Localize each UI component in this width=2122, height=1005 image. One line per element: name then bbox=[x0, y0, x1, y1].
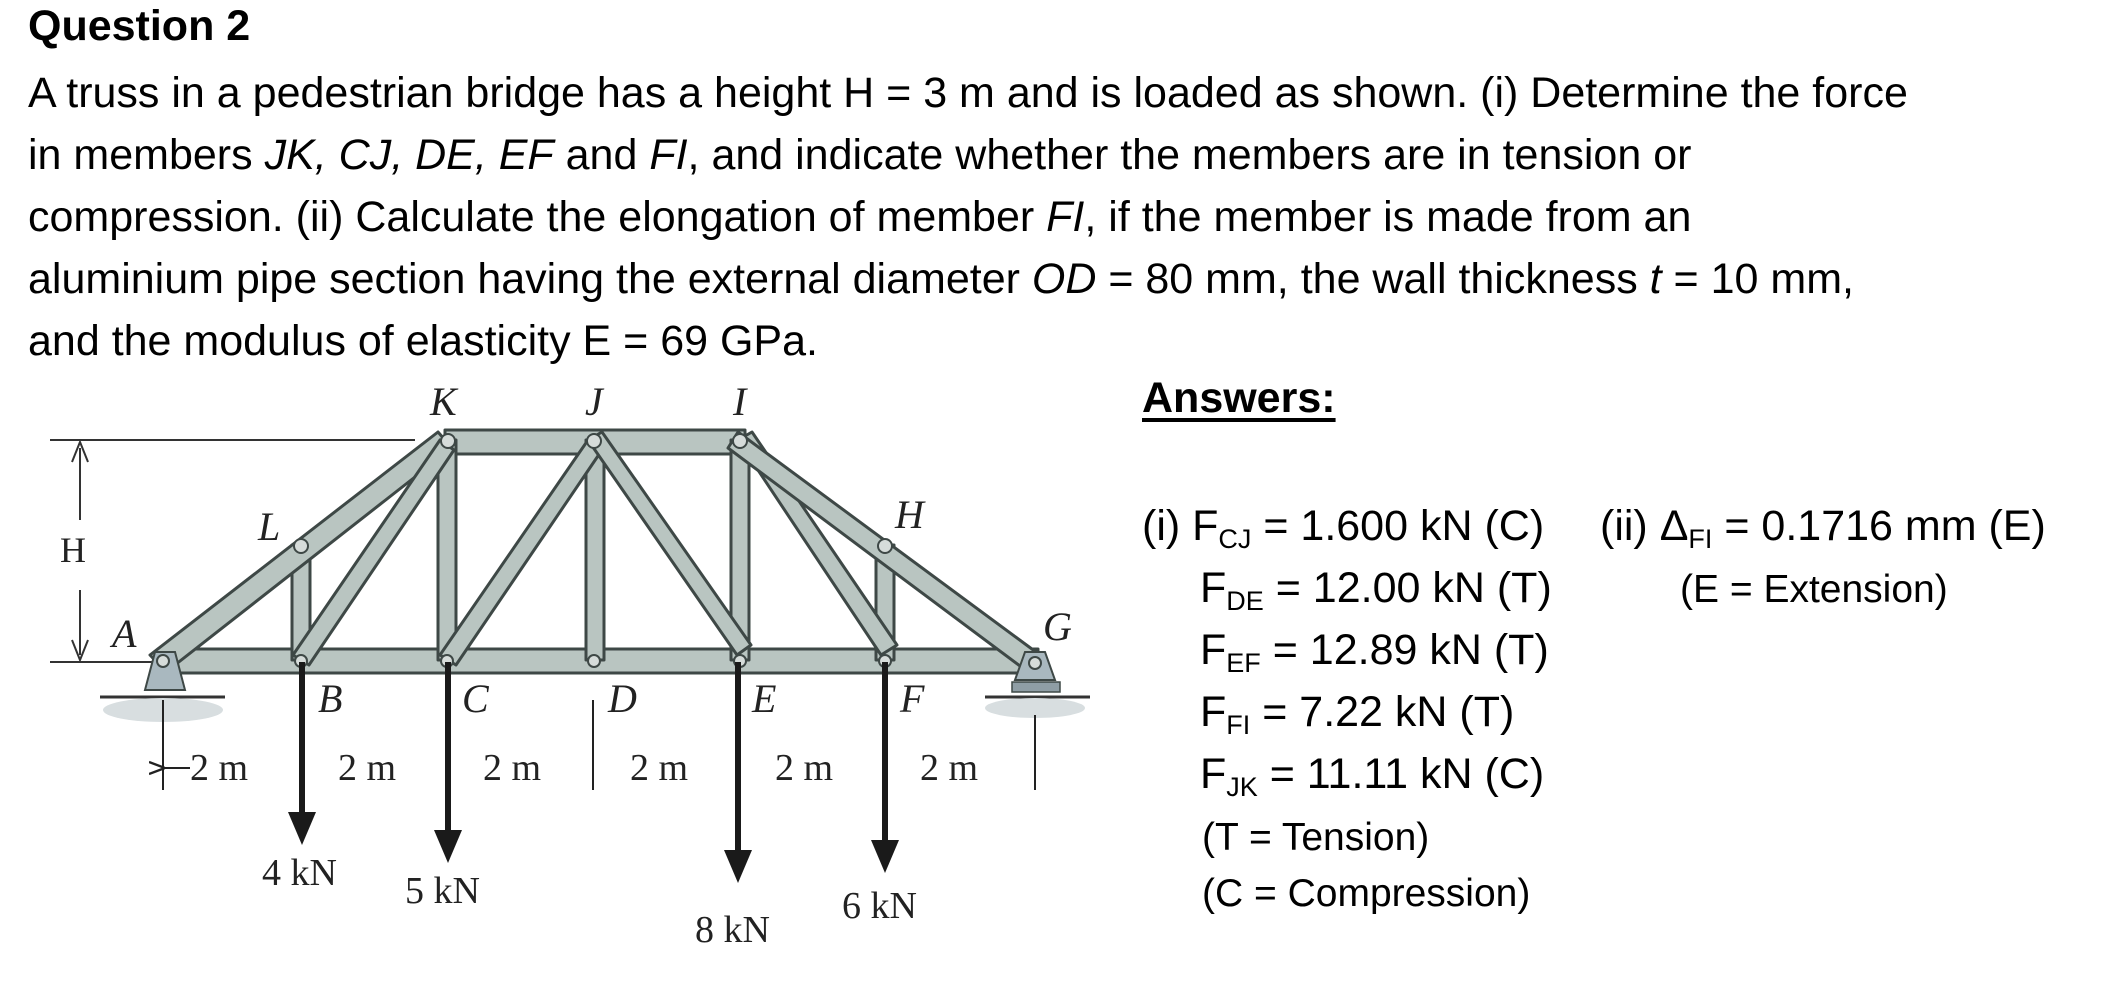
subscript: EF bbox=[1226, 648, 1261, 678]
text-run: = 10 mm, bbox=[1661, 255, 1854, 303]
span-label-cd: 2 m bbox=[483, 747, 542, 789]
outer-diameter-symbol: OD bbox=[1031, 255, 1097, 303]
span-label-de: 2 m bbox=[630, 747, 689, 789]
problem-statement bbox=[28, 62, 2118, 372]
arrow-heads bbox=[288, 812, 899, 883]
load-label-c: 5 kN bbox=[405, 870, 480, 912]
answer-elongation bbox=[1600, 502, 2046, 555]
text-run: F bbox=[1200, 688, 1227, 736]
answer-fjk bbox=[1200, 750, 1544, 803]
joint-j-label: J bbox=[585, 379, 603, 424]
joint-f-label: F bbox=[900, 676, 925, 721]
question-heading: Question 2 bbox=[28, 2, 251, 50]
joint-c-label: C bbox=[462, 676, 489, 721]
tension-note: (T = Tension) bbox=[1202, 816, 1430, 859]
span-label-bc: 2 m bbox=[338, 747, 397, 789]
member-names: JK, CJ, DE, EF bbox=[264, 131, 554, 179]
text-run: (ii) Δ bbox=[1600, 502, 1689, 550]
span-label-ab: 2 m bbox=[190, 747, 249, 789]
problem-line-3 bbox=[28, 186, 2118, 248]
subscript: JK bbox=[1226, 772, 1258, 802]
load-label-f: 6 kN bbox=[842, 885, 917, 927]
span-label-fg: 2 m bbox=[920, 747, 979, 789]
problem-line-5: and the modulus of elasticity E = 69 GPa. bbox=[28, 317, 818, 365]
answer-fde bbox=[1200, 564, 1552, 617]
joint-h-label: H bbox=[895, 492, 924, 537]
subscript: CJ bbox=[1218, 524, 1252, 554]
joint-k-label: K bbox=[430, 379, 457, 424]
joint-g-label: G bbox=[1043, 604, 1072, 649]
answer-value: = 12.89 kN (T) bbox=[1260, 626, 1549, 674]
joint-e-label: E bbox=[752, 676, 777, 721]
text-run: F bbox=[1200, 750, 1227, 798]
answers-heading: Answers: bbox=[1142, 374, 1336, 422]
subscript: FI bbox=[1226, 710, 1251, 740]
member-ck bbox=[438, 440, 456, 660]
compression-note: (C = Compression) bbox=[1202, 872, 1531, 915]
answer-value: = 0.1716 mm (E) bbox=[1712, 502, 2046, 550]
member-fi: FI bbox=[1046, 193, 1085, 241]
text-run: = 80 mm, the wall thickness bbox=[1096, 255, 1650, 303]
member-fi: FI bbox=[649, 131, 688, 179]
text-run: , and indicate whether the members are in tension or bbox=[687, 131, 1692, 179]
member-cj bbox=[440, 440, 602, 665]
text-run: aluminium pipe section having the external diameter bbox=[28, 255, 1032, 303]
answer-value: = 12.00 kN (T) bbox=[1263, 564, 1552, 612]
truss-members bbox=[150, 430, 1040, 673]
joint-l-label: L bbox=[258, 504, 281, 549]
joint-b-label: B bbox=[318, 676, 343, 721]
text-run: and bbox=[553, 131, 650, 179]
truss-diagram bbox=[0, 370, 1110, 970]
joint-a-label: A bbox=[112, 611, 137, 656]
text-run: compression. (ii) Calculate the elongation of member bbox=[28, 193, 1047, 241]
height-dimension bbox=[50, 440, 415, 662]
thickness-symbol: t bbox=[1649, 255, 1662, 303]
height-label: H bbox=[60, 530, 86, 570]
problem-line-1: A truss in a pedestrian bridge has a height H = 3 m and is loaded as shown. (i) Determine the force bbox=[28, 69, 1908, 117]
answer-fef bbox=[1200, 626, 1549, 679]
text-run: F bbox=[1200, 626, 1227, 674]
load-label-e: 8 kN bbox=[695, 909, 770, 951]
joint-i-label: I bbox=[733, 379, 747, 424]
member-dj bbox=[586, 440, 604, 660]
answer-fcj bbox=[1142, 502, 1544, 555]
answer-ffi bbox=[1200, 688, 1514, 741]
text-run: (i) F bbox=[1142, 502, 1219, 550]
span-label-ef: 2 m bbox=[775, 747, 834, 789]
subscript: FI bbox=[1688, 524, 1713, 554]
extension-note: (E = Extension) bbox=[1680, 568, 1948, 611]
text-run: F bbox=[1200, 564, 1227, 612]
answer-value: = 7.22 kN (T) bbox=[1250, 688, 1515, 736]
load-label-b: 4 kN bbox=[262, 852, 337, 894]
text-run: , if the member is made from an bbox=[1084, 193, 1692, 241]
answer-value: = 11.11 kN (C) bbox=[1257, 750, 1545, 798]
problem-line-4 bbox=[28, 248, 2118, 310]
member-je bbox=[588, 432, 751, 655]
joint-d-label: D bbox=[608, 676, 637, 721]
subscript: DE bbox=[1226, 586, 1264, 616]
answer-value: = 1.600 kN (C) bbox=[1251, 502, 1545, 550]
text-run: in members bbox=[28, 131, 265, 179]
problem-line-2 bbox=[28, 124, 2118, 186]
